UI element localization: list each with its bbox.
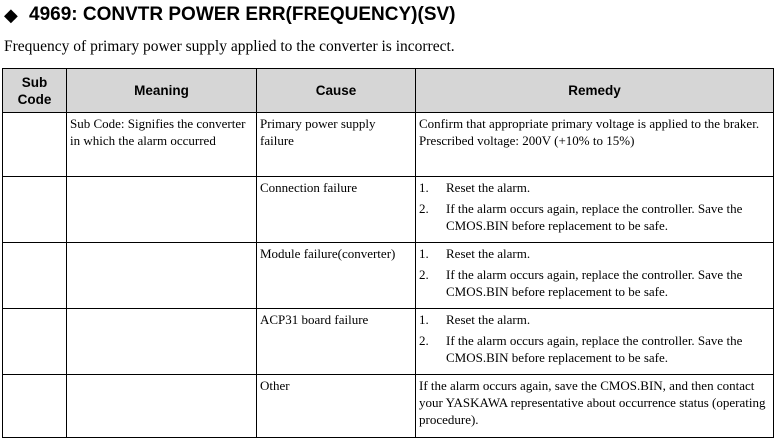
remedy-cell xyxy=(416,309,774,375)
remedy-step xyxy=(419,200,770,234)
table-row xyxy=(3,243,774,309)
step-number: 1. xyxy=(419,312,429,327)
step-text: If the alarm occurs again, replace the controller. Save the CMOS.BIN before replacement to be safe. xyxy=(446,333,743,365)
remedy-cell xyxy=(416,113,774,177)
alarm-table xyxy=(2,68,774,438)
remedy-text: If the alarm occurs again, save the CMOS.BIN, and then contact your YASKAWA representative about occurrence status (operating procedure). xyxy=(419,378,766,427)
table-header-row xyxy=(3,69,774,113)
remedy-steps xyxy=(419,245,770,300)
step-text: If the alarm occurs again, replace the controller. Save the CMOS.BIN before replacement to be safe. xyxy=(446,267,743,299)
remedy-text: Prescribed voltage: 200V (+10% to 15%) xyxy=(419,133,635,148)
cause-cell: Module failure(converter) xyxy=(257,243,416,309)
meaning-cell xyxy=(67,177,257,243)
step-number: 2. xyxy=(419,201,429,216)
step-number: 2. xyxy=(419,333,429,348)
header-cause: Cause xyxy=(257,69,416,113)
header-sub-code: Sub Code xyxy=(3,69,67,113)
diamond-bullet-icon: ◆ xyxy=(4,5,18,25)
remedy-step xyxy=(419,311,770,328)
page-title xyxy=(4,3,456,27)
sub-code-cell xyxy=(3,113,67,177)
cause-cell: Primary power supply failure xyxy=(257,113,416,177)
table-row xyxy=(3,375,774,438)
table-row xyxy=(3,113,774,177)
sub-code-cell xyxy=(3,177,67,243)
step-number: 2. xyxy=(419,267,429,282)
step-text: Reset the alarm. xyxy=(446,246,531,261)
alarm-title-text: 4969: CONVTR POWER ERR(FREQUENCY)(SV) xyxy=(29,4,456,25)
remedy-text: Confirm that appropriate primary voltage is applied to the braker. xyxy=(419,116,760,131)
remedy-cell xyxy=(416,375,774,438)
sub-code-cell xyxy=(3,375,67,438)
cause-cell: ACP31 board failure xyxy=(257,309,416,375)
meaning-cell xyxy=(67,375,257,438)
meaning-cell xyxy=(67,243,257,309)
sub-code-cell xyxy=(3,243,67,309)
remedy-steps xyxy=(419,179,770,234)
step-number: 1. xyxy=(419,246,429,261)
remedy-step xyxy=(419,266,770,300)
meaning-cell xyxy=(67,309,257,375)
table-row xyxy=(3,309,774,375)
step-number: 1. xyxy=(419,180,429,195)
alarm-description: Frequency of primary power supply applied to the converter is incorrect. xyxy=(4,38,455,55)
header-meaning: Meaning xyxy=(67,69,257,113)
remedy-steps xyxy=(419,311,770,366)
cause-cell: Other xyxy=(257,375,416,438)
step-text: If the alarm occurs again, replace the controller. Save the CMOS.BIN before replacement to be safe. xyxy=(446,201,743,233)
sub-code-cell xyxy=(3,309,67,375)
remedy-step xyxy=(419,179,770,196)
remedy-cell xyxy=(416,177,774,243)
remedy-step xyxy=(419,332,770,366)
header-remedy: Remedy xyxy=(416,69,774,113)
step-text: Reset the alarm. xyxy=(446,312,531,327)
meaning-cell: Sub Code: Signifies the converter in which the alarm occurred xyxy=(67,113,257,177)
remedy-step xyxy=(419,245,770,262)
step-text: Reset the alarm. xyxy=(446,180,531,195)
table-row xyxy=(3,177,774,243)
cause-cell: Connection failure xyxy=(257,177,416,243)
remedy-cell xyxy=(416,243,774,309)
